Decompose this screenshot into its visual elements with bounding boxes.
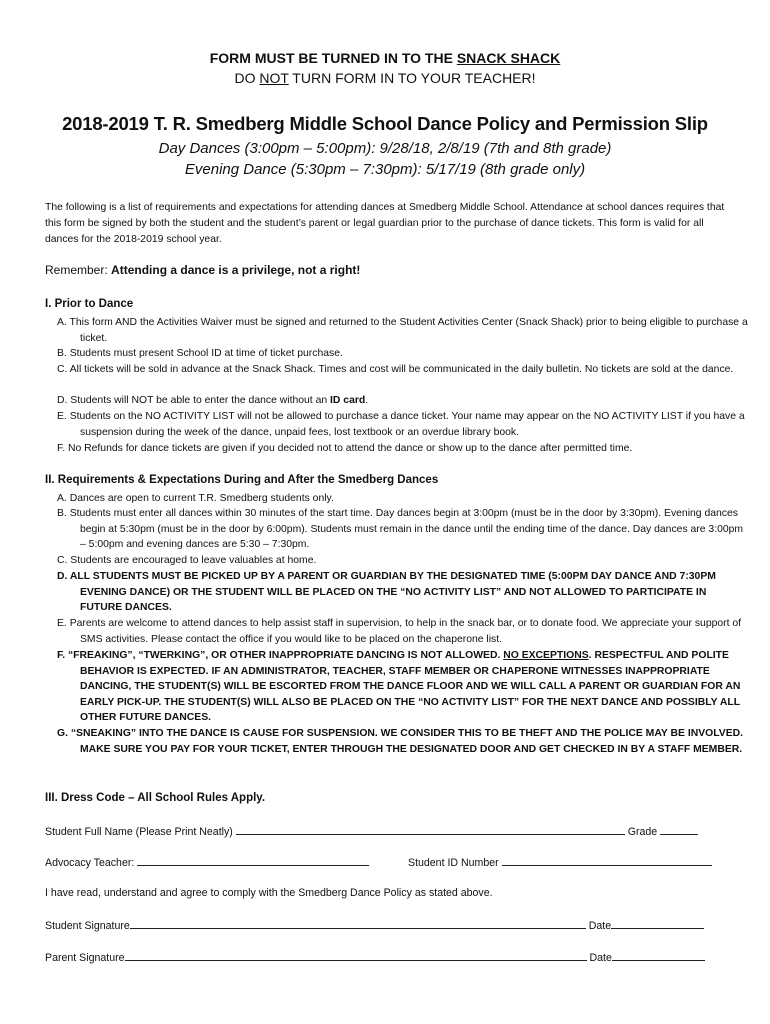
section-3-heading: III. Dress Code – All School Rules Apply. [45, 792, 266, 804]
subtitle-evening-dance: Evening Dance (5:30pm – 7:30pm): 5/17/19 (8th grade only) [184, 161, 586, 178]
parent-date-field[interactable] [612, 950, 705, 961]
student-id-label: Student ID Number [408, 857, 502, 869]
remember-label: Remember: [45, 263, 112, 277]
student-name-field[interactable] [236, 824, 625, 835]
header-line-1 [0, 50, 770, 66]
section-1-item-d-bold: ID card [330, 395, 366, 406]
student-date-label: Date [585, 920, 612, 932]
intro-paragraph: The following is a list of requirements and expectations for attending dances at Smedberg Middle School. Attendance at school dances requires that this form be signed by both the student and the student’s parent or legal guardian prior to the purchase of dance tickets. This form is valid for all dances for the 2018-2019 school year. [45, 202, 725, 245]
header-line-2 [0, 70, 770, 86]
parent-date-label: Date [586, 952, 612, 964]
student-date-field[interactable] [611, 918, 704, 929]
section-2-item-b: B. Students must enter all dances within 30 minutes of the start time. Day dances begin at 3:00pm (must be in the door by 3:30pm). Evening dances begin at 5:30pm (must be in the door by 6:00pm). Students must remain in the dance until the ending time of the dance. Day dances are 3:00pm – 5:00pm and evening dances are 5:30 – 7:30pm. [57, 508, 744, 551]
subtitle-day-dances: Day Dances (3:00pm – 5:00pm): 9/28/18, 2/8/19 (7th and 8th grade) [158, 140, 612, 157]
header-line-2-pre: DO [234, 70, 260, 86]
student-id-row [408, 855, 712, 869]
section-2-item-c: C. Students are encouraged to leave valuables at home. [57, 555, 317, 566]
student-signature-row [45, 918, 704, 932]
parent-signature-row [45, 950, 705, 964]
remember-text: Attending a dance is a privilege, not a right! [111, 263, 361, 277]
header-line-2-post: TURN FORM IN TO YOUR TEACHER! [288, 70, 536, 86]
advocacy-row [45, 855, 369, 869]
remember-line [45, 263, 360, 277]
section-2-item-f-text: F. “FREAKING”, “TWERKING”, OR OTHER INAPPROPRIATE DANCING IS NOT ALLOWED. [57, 650, 504, 661]
grade-field[interactable] [660, 824, 698, 835]
advocacy-teacher-label: Advocacy Teacher: [45, 857, 138, 869]
student-signature-field[interactable] [130, 918, 586, 929]
agreement-statement: I have read, understand and agree to comply with the Smedberg Dance Policy as stated above. [45, 887, 493, 899]
section-2-item-f-rest: . RESPECTFUL AND POLITE BEHAVIOR IS EXPECTED. IF AN ADMINISTRATOR, TEACHER, STAFF MEMBER OR CHAPERONE WITNESSES INAPPROPRIATE DANCING, THE STUDENT(S) WILL BE ESCORTED FROM THE DANCE FLOOR AND WE WILL CALL A PARENT OR GUARDIAN FOR AN EARLY PICK-UP. THE STUDENT(S) WILL ALSO BE PLACED ON THE “NO ACTIVITY LIST” FOR THE NEXT DANCE AND POSSIBLY ALL OTHER FUTURE DANCES. [80, 650, 741, 724]
section-1-item-d-text: D. Students will NOT be able to enter the dance without an [57, 395, 331, 406]
section-2-item-f-no-exceptions: NO EXCEPTIONS [503, 650, 589, 661]
advocacy-teacher-field[interactable] [137, 855, 369, 866]
section-1-item-d-end: . [365, 395, 369, 406]
page-title: 2018-2019 T. R. Smedberg Middle School Dance Policy and Permission Slip [62, 113, 708, 134]
header-snack-shack: SNACK SHACK [456, 50, 561, 66]
section-1-item-d [57, 393, 750, 409]
section-1-item-e: E. Students on the NO ACTIVITY LIST will not be allowed to purchase a dance ticket. Your name may appear on the NO ACTIVITY LIST if you have a suspension during the week of the dance, unpaid fees, lost textbook or an overdue library book. [57, 411, 745, 438]
header-line-1-text: FORM MUST BE TURNED IN TO THE [209, 50, 457, 66]
parent-signature-field[interactable] [125, 950, 587, 961]
header-not: NOT [259, 70, 289, 86]
student-signature-label: Student Signature [45, 920, 130, 932]
section-2-item-f [57, 648, 750, 726]
section-1-heading: I. Prior to Dance [45, 298, 134, 310]
section-1-item-a: A. This form AND the Activities Waiver must be signed and returned to the Student Activities Center (Snack Shack) prior to being eligible to purchase a ticket. [57, 317, 748, 344]
parent-signature-label: Parent Signature [45, 952, 125, 964]
section-1-item-b: B. Students must present School ID at time of ticket purchase. [57, 348, 343, 359]
student-id-field[interactable] [502, 855, 712, 866]
grade-label: Grade [624, 826, 661, 838]
section-2-item-a: A. Dances are open to current T.R. Smedberg students only. [57, 493, 334, 504]
student-name-label: Student Full Name (Please Print Neatly) [45, 826, 236, 838]
section-1-item-f: F. No Refunds for dance tickets are given if you decided not to attend the dance or show up to the dance after permitted time. [57, 443, 633, 454]
section-2-item-d: D. ALL STUDENTS MUST BE PICKED UP BY A PARENT OR GUARDIAN BY THE DESIGNATED TIME (5:00PM DAY DANCE AND 7:30PM EVENING DANCE) OR THE STUDENT WILL BE PLACED ON THE “NO ACTIVITY LIST” AND NOT ALLOWED TO PARTICIPATE IN FUTURE DANCES. [57, 571, 716, 614]
section-2-heading: II. Requirements & Expectations During and After the Smedberg Dances [45, 474, 439, 486]
section-2-item-g: G. “SNEAKING” INTO THE DANCE IS CAUSE FOR SUSPENSION. WE CONSIDER THIS TO BE THEFT AND THE POLICE MAY BE INVOLVED. MAKE SURE YOU PAY FOR YOUR TICKET, ENTER THROUGH THE DESIGNATED DOOR AND GET CHECKED IN BY A STAFF MEMBER. [57, 728, 744, 755]
student-name-row [45, 824, 698, 838]
section-1-item-c: C. All tickets will be sold in advance at the Snack Shack. Times and cost will be communicated in the daily bulletin. No tickets are sold at the dance. [57, 364, 734, 375]
section-2-item-e: E. Parents are welcome to attend dances to help assist staff in supervision, to help in the snack bar, or to donate food. We appreciate your support of SMS activities. Please contact the office if you would like to be placed on the chaperone list. [57, 618, 742, 645]
